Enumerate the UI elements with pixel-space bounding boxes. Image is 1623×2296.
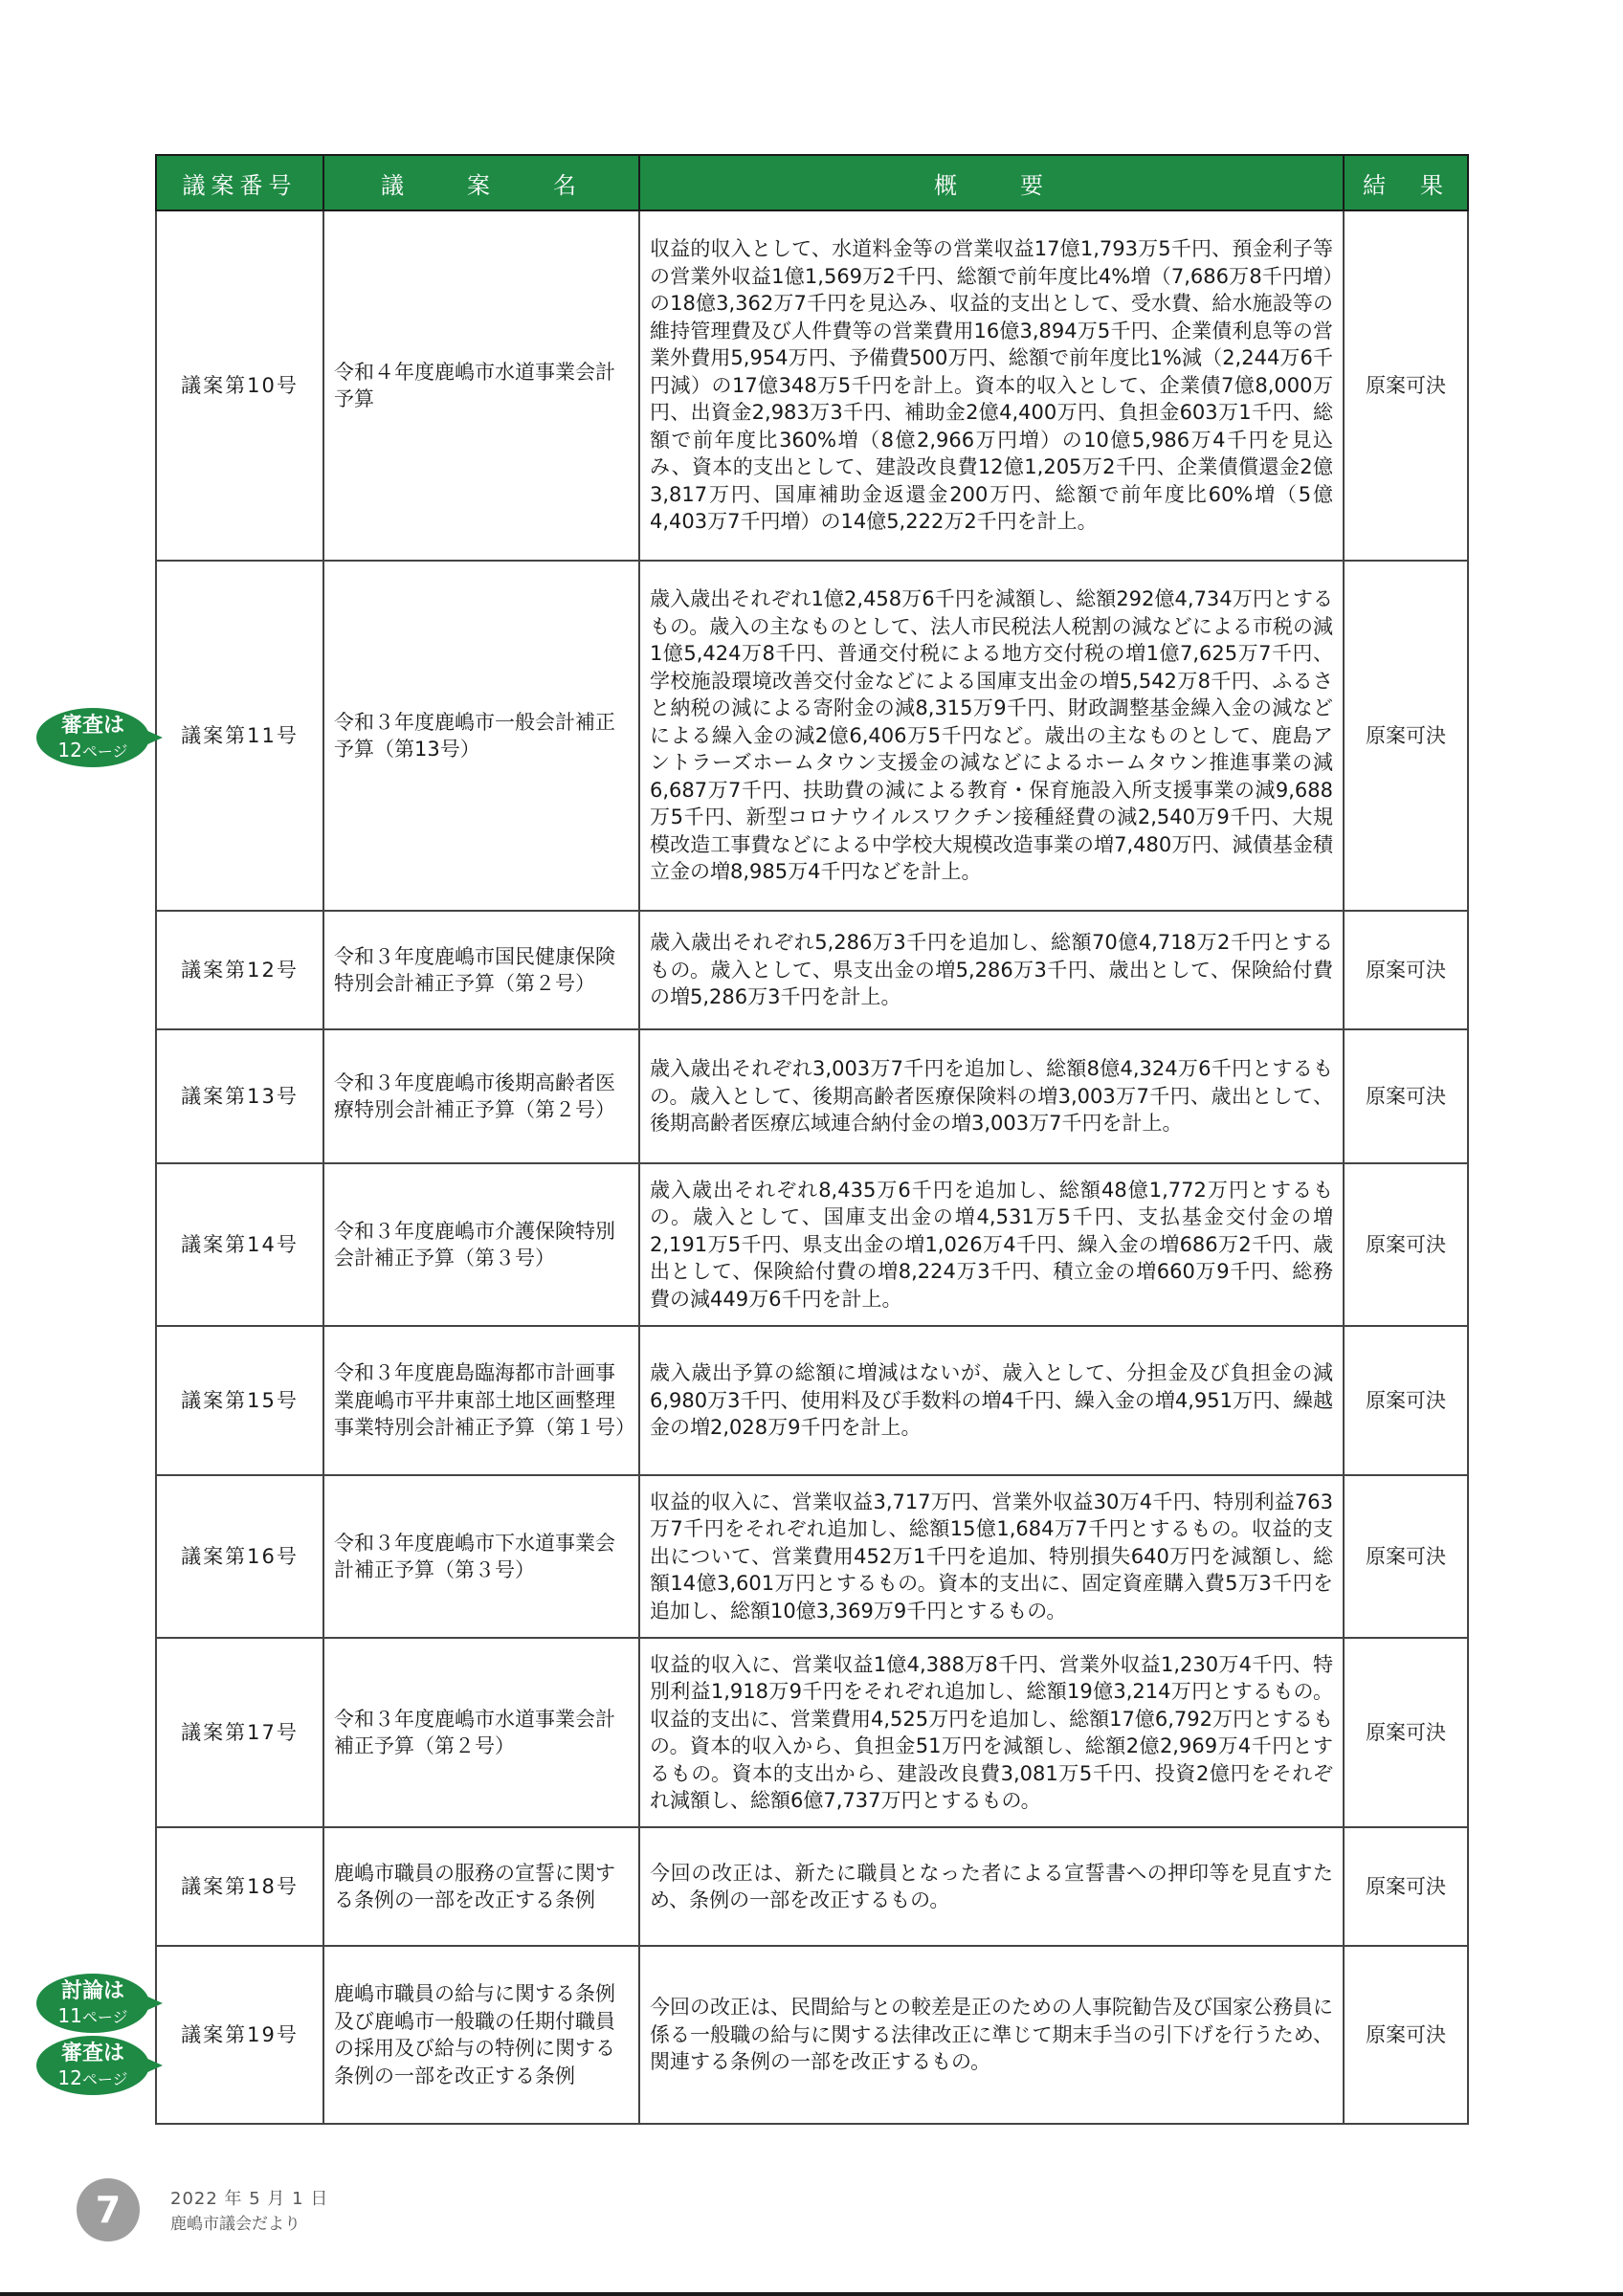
header-number: 議案番号 (156, 155, 323, 210)
badge-page (57, 2068, 127, 2087)
badge-page (57, 740, 127, 760)
bill-number: 議案第12号 (156, 911, 323, 1029)
bill-title: 令和３年度鹿嶋市下水道事業会計補正予算（第３号） (323, 1475, 639, 1638)
table-row (156, 1163, 1468, 1326)
bill-result: 原案可決 (1344, 911, 1468, 1029)
badge-page-unit: ページ (81, 2070, 128, 2088)
review-page-12-badge[interactable] (36, 708, 149, 767)
table-row (156, 1827, 1468, 1946)
bill-number: 議案第19号 (156, 1946, 323, 2124)
bill-title: 令和３年度鹿嶋市水道事業会計補正予算（第２号） (323, 1638, 639, 1827)
bill-summary: 歳入歳出それぞれ1億2,458万6千円を減額し、総額292億4,734万円とするもの。歳入の主なものとして、法人市民税法人税割の減などによる市税の減1億5,424万8千円、普通交付税による地方交付税の増1億7,625万7千円、学校施設環境改善交付金などによる国庫支出金の増5,542万8千円、ふるさと納税の減による寄附金の減8,315万9千円、財政調整基金繰入金の減などによる繰入金の減2億6,406万5千円など。歳出の主なものとして、鹿島アントラーズホームタウン支援金の減などによるホームタウン推進事業の減6,687万7千円、扶助費の減による教育・保育施設入所支援事業の減9,688万5千円、新型コロナウイルスワクチン接種経費の減2,540万9千円、大規模改造工事費などによる中学校大規模改造事業の増7,480万円、減債基金積立金の増8,985万4千円などを計上。 (639, 561, 1344, 911)
header-summary: 概 要 (639, 155, 1344, 210)
bill-result: 原案可決 (1344, 1946, 1468, 2124)
bill-result: 原案可決 (1344, 1326, 1468, 1475)
bottom-divider (0, 2292, 1623, 2296)
bill-title: 令和３年度鹿嶋市介護保険特別会計補正予算（第３号） (323, 1163, 639, 1326)
table-header-row (156, 155, 1468, 210)
bill-number: 議案第18号 (156, 1827, 323, 1946)
table-row (156, 210, 1468, 561)
issue-date: 2022 年 5 月 1 日 (170, 2189, 329, 2209)
bill-number: 議案第10号 (156, 210, 323, 561)
agenda-table (155, 154, 1469, 2125)
bill-summary: 今回の改正は、新たに職員となった者による宣誓書への押印等を見直すため、条例の一部を改正するもの。 (639, 1827, 1344, 1946)
bill-number: 議案第16号 (156, 1475, 323, 1638)
table-row (156, 1638, 1468, 1827)
bill-summary: 歳入歳出それぞれ3,003万7千円を追加し、総額8億4,324万6千円とするもの。歳入として、後期高齢者医療保険料の増3,003万7千円、歳出として、後期高齢者医療広域連合納付金の増3,003万7千円を計上。 (639, 1029, 1344, 1163)
bill-number: 議案第13号 (156, 1029, 323, 1163)
bill-summary: 収益的収入に、営業収益1億4,388万8千円、営業外収益1,230万4千円、特別利益1,918万9千円をそれぞれ追加し、総額19億3,214万円とするもの。収益的支出に、営業費用4,525万円を追加し、総額17億6,792万円とするもの。資本的収入から、負担金51万円を減額し、総額2億2,969万4千円とするもの。資本的支出から、建設改良費3,081万5千円、投資2億円をそれぞれ減額し、総額6億7,737万円とするもの。 (639, 1638, 1344, 1827)
bill-summary: 収益的収入として、水道料金等の営業収益17億1,793万5千円、預金利子等の営業外収益1億1,569万2千円、総額で前年度比4%増（7,686万8千円増）の18億3,362万7千円を見込み、収益的支出として、受水費、給水施設等の維持管理費及び人件費等の営業費用16億3,894万5千円、企業債利息等の営業外費用5,954万円、予備費500万円、総額で前年度比1%減（2,244万6千円減）の17億348万5千円を計上。資本的収入として、企業債7億8,000万円、出資金2,983万3千円、補助金2億4,400万円、負担金603万1千円、総額で前年度比360%増（8億2,966万円増）の10億5,986万4千円を見込み、資本的支出として、建設改良費12億1,205万2千円、企業債償還金2億3,817万円、国庫補助金返還金200万円、総額で前年度比60%増（5億4,403万7千円増）の14億5,222万2千円を計上。 (639, 210, 1344, 561)
bill-summary: 歳入歳出それぞれ8,435万6千円を追加し、総額48億1,772万円とするもの。歳入として、国庫支出金の増4,531万5千円、支払基金交付金の増2,191万5千円、県支出金の増1,026万4千円、繰入金の増686万2千円、歳出として、保険給付費の増8,224万3千円、積立金の増660万9千円、総務費の減449万6千円を計上。 (639, 1163, 1344, 1326)
bill-title: 鹿嶋市職員の服務の宣誓に関する条例の一部を改正する条例 (323, 1827, 639, 1946)
publication-name: 鹿嶋市議会だより (170, 2215, 300, 2234)
badge-page (57, 2006, 127, 2025)
badge-page-unit: ページ (81, 2008, 128, 2026)
table-row (156, 911, 1468, 1029)
table-row (156, 1475, 1468, 1638)
badge-label: 審査は (60, 2042, 124, 2065)
bill-result: 原案可決 (1344, 1638, 1468, 1827)
table-row (156, 561, 1468, 911)
table-row (156, 1946, 1468, 2124)
review-page-12-badge-second[interactable] (36, 2036, 149, 2095)
badge-label: 討論は (60, 1979, 124, 2003)
header-result: 結 果 (1344, 155, 1468, 210)
table-row (156, 1029, 1468, 1163)
page-number: 7 (77, 2178, 140, 2241)
debate-page-11-badge[interactable] (36, 1974, 149, 2033)
header-title: 議 案 名 (323, 155, 639, 210)
badge-page-num: 12 (57, 739, 82, 762)
table-row (156, 1326, 1468, 1475)
badge-page-num: 11 (57, 2004, 82, 2027)
bill-title: 令和３年度鹿嶋市一般会計補正予算（第13号） (323, 561, 639, 911)
bill-number: 議案第14号 (156, 1163, 323, 1326)
bill-result: 原案可決 (1344, 210, 1468, 561)
bill-title: 鹿嶋市職員の給与に関する条例及び鹿嶋市一般職の任期付職員の採用及び給与の特例に関する条例の一部を改正する条例 (323, 1946, 639, 2124)
bill-result: 原案可決 (1344, 561, 1468, 911)
bill-result: 原案可決 (1344, 1827, 1468, 1946)
bill-summary: 歳入歳出それぞれ5,286万3千円を追加し、総額70億4,718万2千円とするもの。歳入として、県支出金の増5,286万3千円、歳出として、保険給付費の増5,286万3千円を計上。 (639, 911, 1344, 1029)
bill-title: 令和３年度鹿嶋市国民健康保険特別会計補正予算（第２号） (323, 911, 639, 1029)
bill-summary: 今回の改正は、民間給与との較差是正のための人事院勧告及び国家公務員に係る一般職の給与に関する法律改正に準じて期末手当の引下げを行うため、関連する条例の一部を改正するもの。 (639, 1946, 1344, 2124)
bill-result: 原案可決 (1344, 1475, 1468, 1638)
bill-result: 原案可決 (1344, 1163, 1468, 1326)
bill-title: 令和４年度鹿嶋市水道事業会計予算 (323, 210, 639, 561)
bill-summary: 歳入歳出予算の総額に増減はないが、歳入として、分担金及び負担金の減6,980万3千円、使用料及び手数料の増4千円、繰入金の増4,951万円、繰越金の増2,028万9千円を計上。 (639, 1326, 1344, 1475)
bill-title: 令和３年度鹿島臨海都市計画事業鹿嶋市平井東部土地区画整理事業特別会計補正予算（第１号） (323, 1326, 639, 1475)
bill-number: 議案第17号 (156, 1638, 323, 1827)
bill-number: 議案第11号 (156, 561, 323, 911)
bill-title: 令和３年度鹿嶋市後期高齢者医療特別会計補正予算（第２号） (323, 1029, 639, 1163)
badge-page-num: 12 (57, 2066, 82, 2089)
badge-label: 審査は (60, 714, 124, 738)
bill-number: 議案第15号 (156, 1326, 323, 1475)
bill-result: 原案可決 (1344, 1029, 1468, 1163)
bill-summary: 収益的収入に、営業収益3,717万円、営業外収益30万4千円、特別利益763万7千円をそれぞれ追加し、総額15億1,684万7千円とするもの。収益的支出について、営業費用452万1千円を追加、特別損失640万円を減額し、総額14億3,601万円とするもの。資本的支出に、固定資産購入費5万3千円を追加し、総額10億3,369万9千円とするもの。 (639, 1475, 1344, 1638)
badge-page-unit: ページ (81, 742, 128, 761)
